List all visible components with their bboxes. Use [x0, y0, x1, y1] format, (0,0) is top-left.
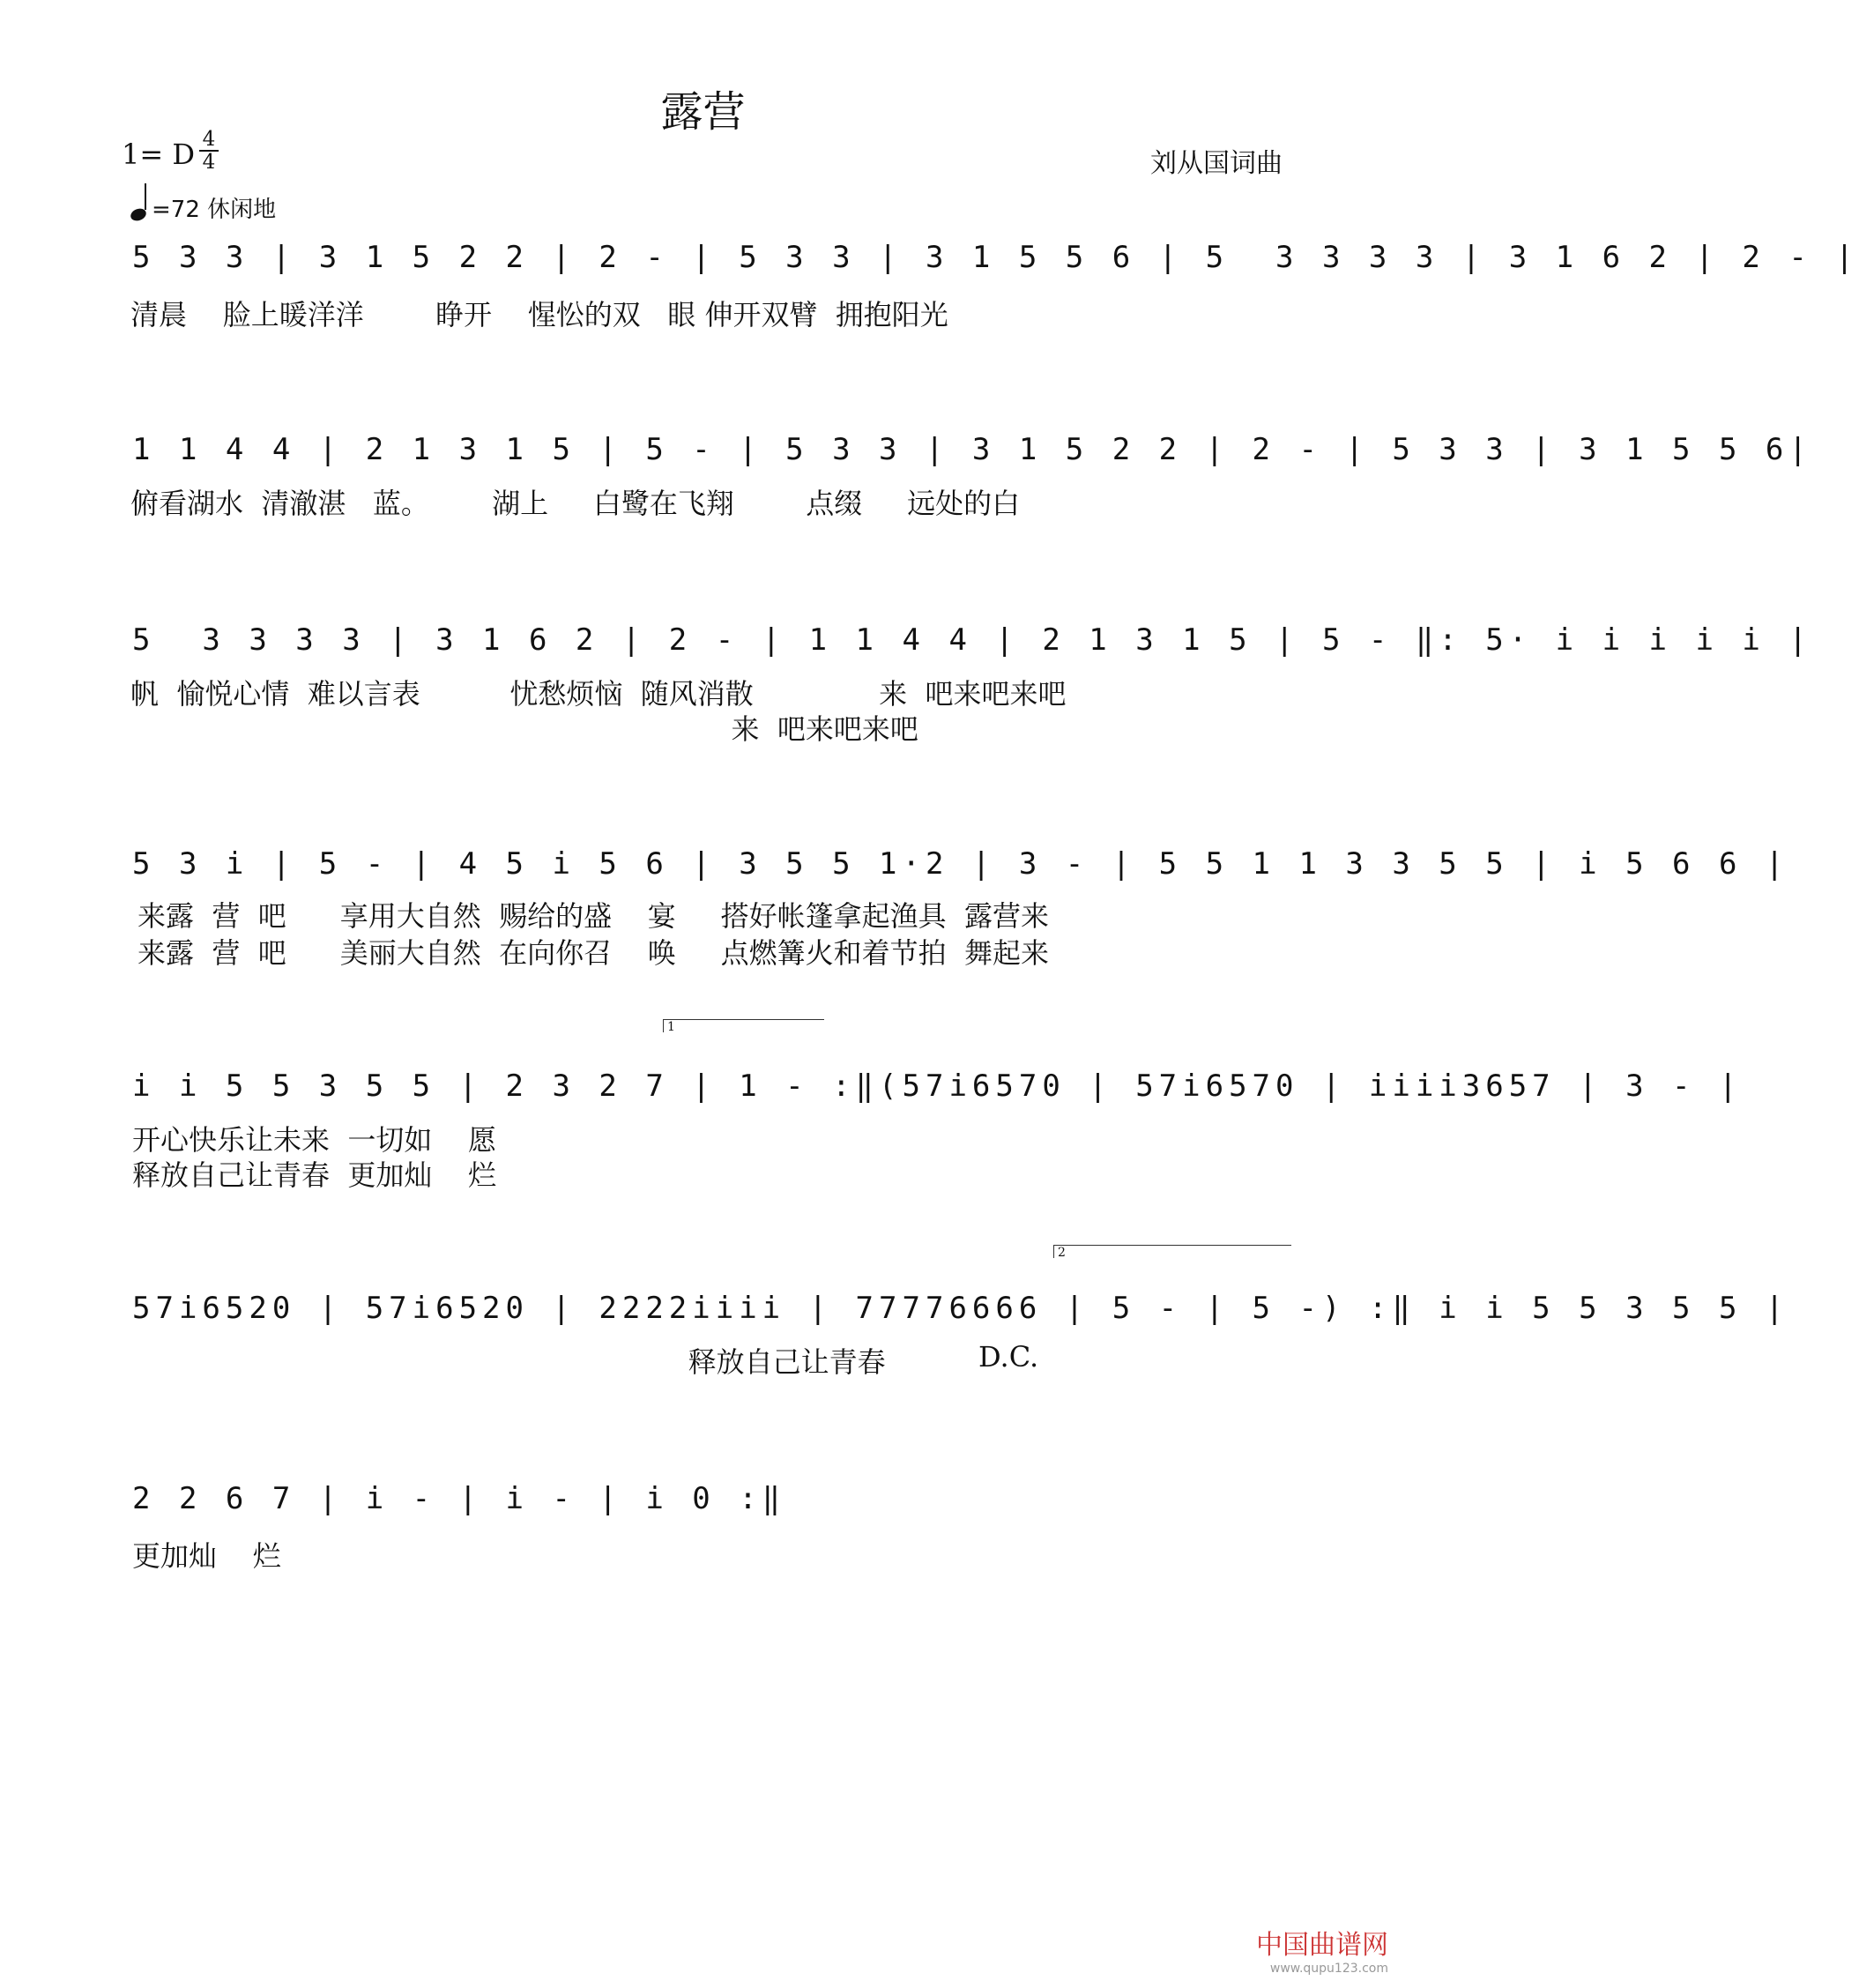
notes-line-5: i i 5 5 3 5 5 | 2 3 2 7 | 1 - :‖(57i6570 | 57i6570 | iiii3657 | 3 - | — [132, 1068, 1743, 1104]
watermark-logo — [1256, 1923, 1388, 1976]
notes-line-7: 2 2 6 7 | i - | i - | i 0 :‖ — [132, 1481, 786, 1516]
lyrics-2-verse-1: 俯看湖水 清澈湛 蓝。 湖上 白鹭在飞翔 点缀 远处的白 — [130, 487, 1021, 520]
watermark-url: www.qupu123.com — [1269, 1962, 1388, 1976]
lyrics-3-verse-1: 帆 愉悦心情 难以言表 忧愁烦恼 随风消散 来 吧来吧来吧 — [130, 677, 1067, 711]
lyrics-4-verse-1: 来露 营 吧 享用大自然 赐给的盛 宴 搭好帐篷拿起渔具 露营来 — [138, 899, 1049, 933]
tempo-text: =72 休闲地 — [152, 197, 277, 223]
lyrics-5-verse-2: 释放自己让青春 更加灿 烂 — [132, 1158, 497, 1192]
volta-bracket-2: 2 — [1053, 1245, 1291, 1258]
key-signature: 1= D — [122, 138, 195, 171]
notes-line-4: 5 3 i | 5 - | 4 5 i 5 6 | 3 5 5 1·2 | 3 - | 5 5 1 1 3 3 5 5 | i 5 6 6 | — [132, 846, 1789, 882]
time-signature-bottom: 4 — [199, 150, 219, 173]
time-signature — [199, 129, 219, 173]
notes-line-3: 5 3 3 3 3 | 3 1 6 2 | 2 - | 1 1 4 4 | 2 1 3 1 5 | 5 - ‖: 5· i i i i i | — [132, 622, 1812, 658]
da-capo-marking: D.C. — [978, 1340, 1039, 1374]
composer: 刘从国词曲 — [1150, 148, 1283, 179]
tempo-marking — [130, 190, 276, 224]
time-signature-top: 4 — [202, 128, 216, 151]
notes-line-1: 5 3 3 | 3 1 5 2 2 | 2 - | 5 3 3 | 3 1 5 5 6 | 5 3 3 3 3 | 3 1 6 2 | 2 - | — [132, 240, 1859, 275]
note-stem — [145, 183, 146, 210]
lyrics-4-verse-2: 来露 营 吧 美丽大自然 在向你召 唤 点燃篝火和着节拍 舞起来 — [138, 936, 1049, 970]
lyrics-7-verse-1: 更加灿 烂 — [132, 1539, 281, 1573]
lyrics-6-verse-1: 释放自己让青春 — [132, 1345, 886, 1379]
volta-bracket-1: 1 — [663, 1019, 824, 1032]
lyrics-1-verse-1: 清晨 脸上暖洋洋 睁开 惺忪的双 眼 伸开双臂 拥抱阳光 — [130, 298, 948, 331]
lyrics-3-verse-2: 来 吧来吧来吧 — [130, 712, 918, 746]
watermark-text: 中国曲谱网 — [1256, 1930, 1388, 1961]
notes-line-2: 1 1 4 4 | 2 1 3 1 5 | 5 - | 5 3 3 | 3 1 5 2 2 | 2 - | 5 3 3 | 3 1 5 5 6| — [132, 432, 1812, 467]
lyrics-5-verse-1: 开心快乐让未来 一切如 愿 — [132, 1123, 497, 1157]
notes-line-6: 57i6520 | 57i6520 | 2222iiii | 77776666 | 5 - | 5 -) :‖ i i 5 5 3 5 5 | — [132, 1291, 1789, 1326]
page-title: 露营 — [660, 87, 746, 137]
